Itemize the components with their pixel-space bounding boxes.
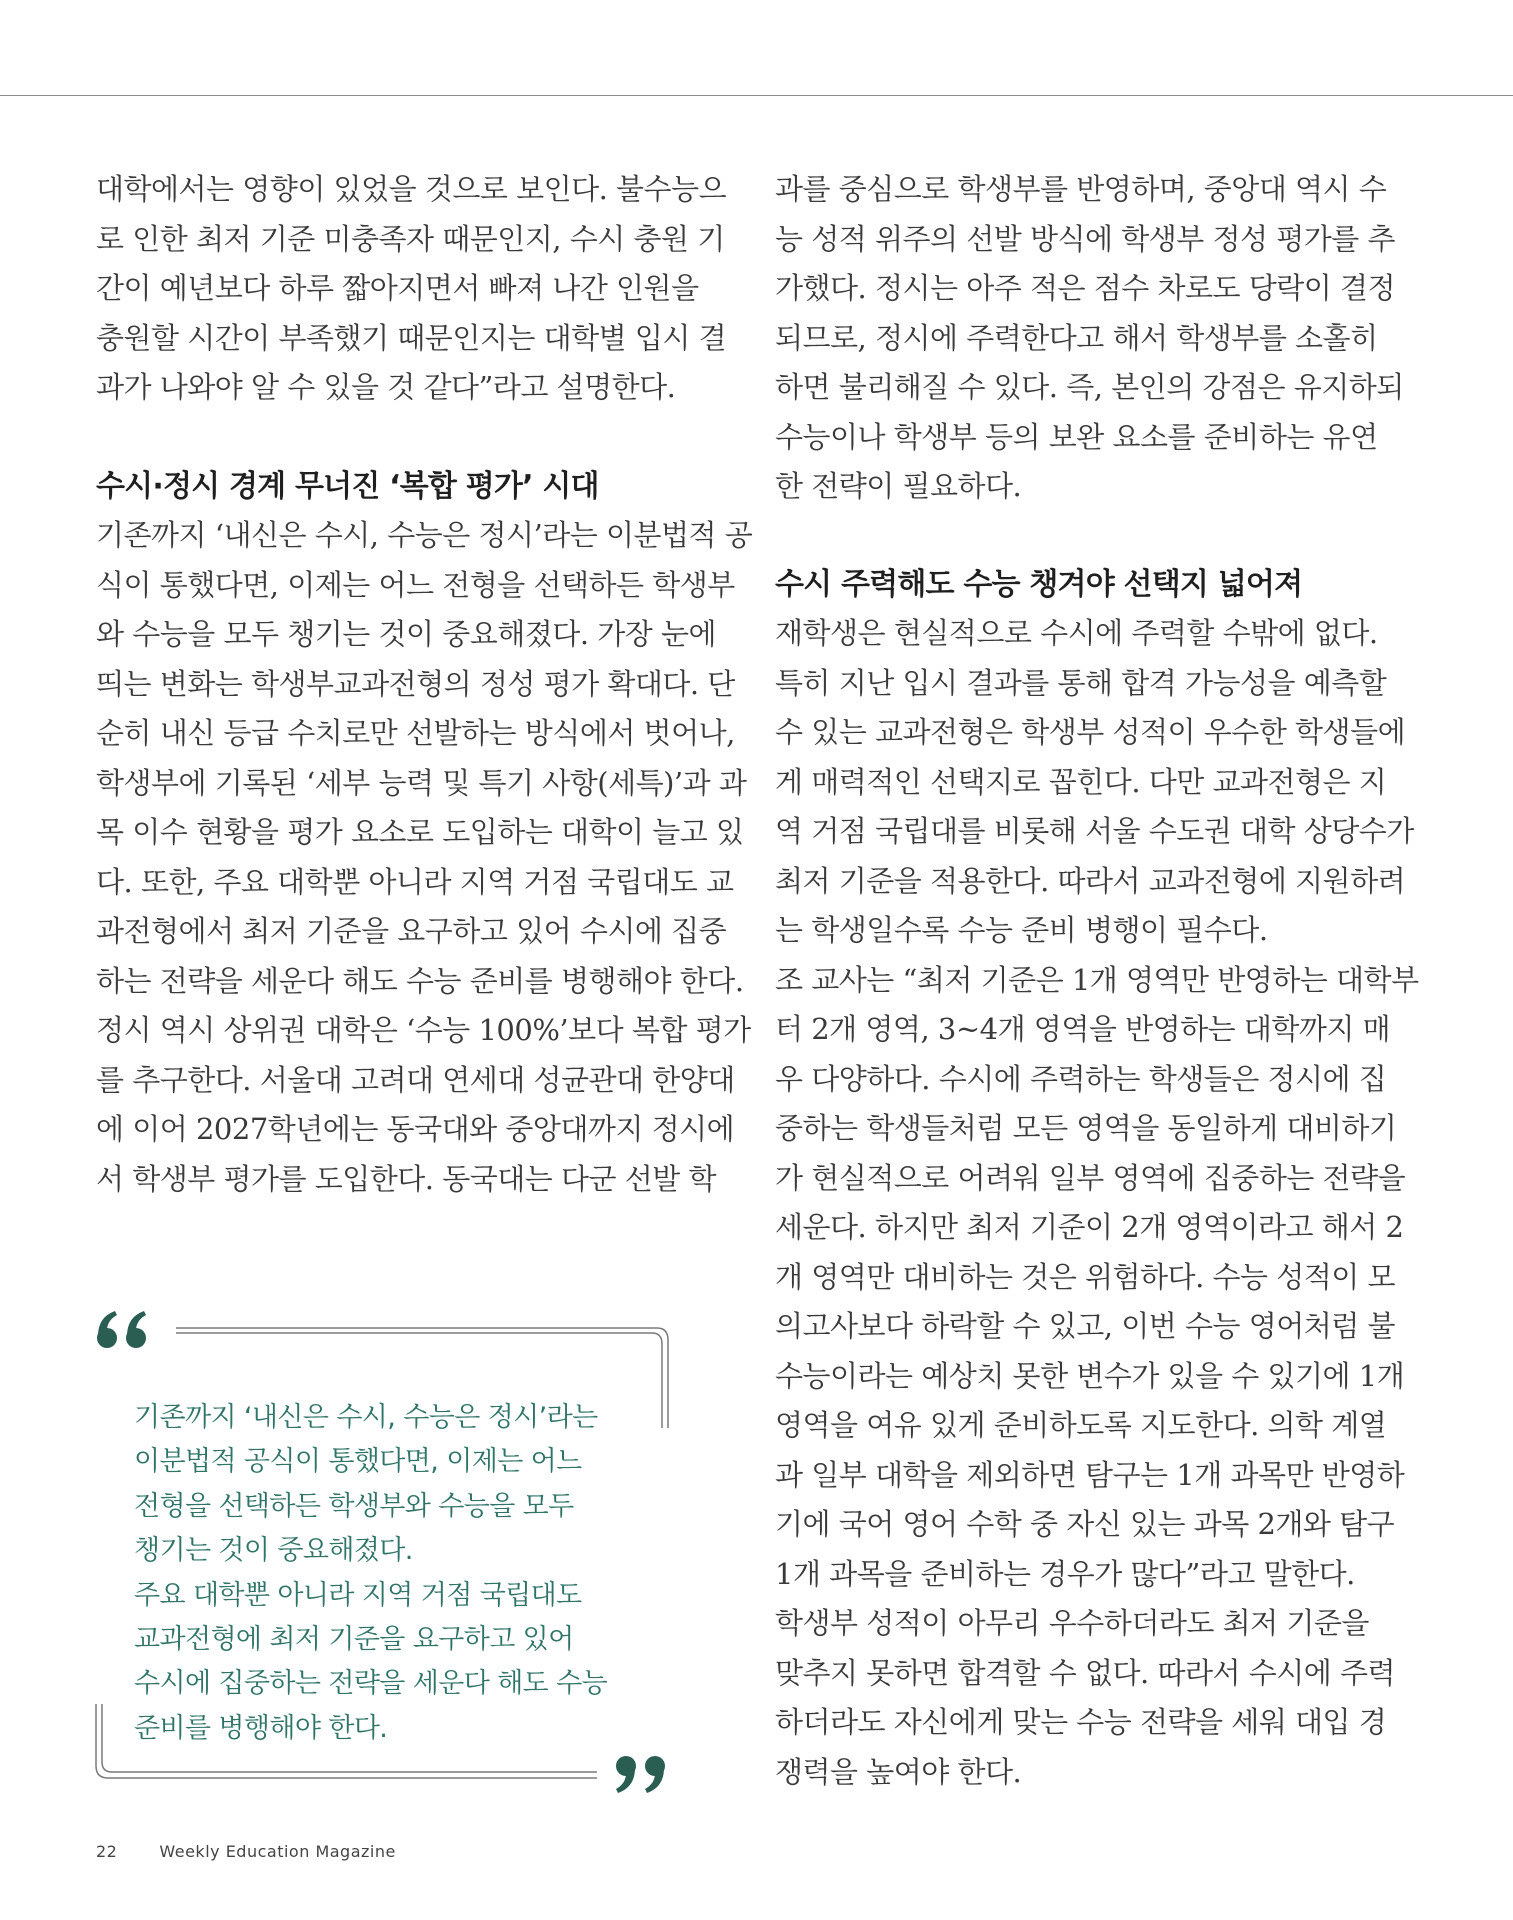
text-line: 과를 중심으로 학생부를 반영하며, 중앙대 역시 수: [775, 172, 1387, 206]
text-line: 와 수능을 모두 챙기는 것이 중요해졌다. 가장 눈에: [96, 617, 717, 651]
pull-quote-line: 준비를 병행해야 한다.: [134, 1712, 388, 1744]
text-line: 순히 내신 등급 수치로만 선발하는 방식에서 벗어나,: [96, 716, 735, 750]
left-section-paragraph: [96, 511, 753, 1204]
text-line: 하는 전략을 세운다 해도 수능 준비를 병행해야 한다.: [96, 963, 744, 998]
right-section-paragraph: [775, 609, 1419, 1797]
pull-quote-line: 이분법적 공식이 통했다면, 이제는 어느: [134, 1446, 582, 1478]
text-line: 1개 과목을 준비하는 경우가 많다”라고 말한다.: [775, 1556, 1355, 1591]
right-column: [775, 165, 1419, 1797]
text-line: 띄는 변화는 학생부교과전형의 정성 평가 확대다. 단: [96, 666, 735, 701]
text-line: 기존까지 ‘내신은 수시, 수능은 정시’라는 이분법적 공: [96, 518, 753, 552]
text-line: 하더라도 자신에게 맞는 수능 전략을 세워 대입 경: [775, 1705, 1387, 1739]
text-line: 정시 역시 상위권 대학은 ‘수능 100%’보다 복합 평가: [96, 1013, 751, 1047]
text-line: 수능이나 학생부 등의 보완 요소를 준비하는 유연: [775, 419, 1378, 454]
text-line: 충원할 시간이 부족했기 때문인지는 대학별 입시 결: [96, 320, 727, 355]
text-line: 를 추구한다. 서울대 고려대 연세대 성균관대 한양대: [96, 1062, 735, 1097]
text-line: 는 학생일수록 수능 준비 병행이 필수다.: [775, 913, 1268, 947]
pull-quote-text: [134, 1396, 654, 1751]
text-line: 대학에서는 영향이 있었을 것으로 보인다. 불수능으: [96, 172, 727, 206]
text-line: 되므로, 정시에 주력한다고 해서 학생부를 소홀히: [775, 320, 1378, 355]
pull-quote-line: 전형을 선택하든 학생부와 수능을 모두: [134, 1490, 574, 1522]
text-line: 재학생은 현실적으로 수시에 주력할 수밖에 없다.: [775, 616, 1378, 650]
pull-quote-line: 기존까지 ‘내신은 수시, 수능은 정시’라는: [134, 1402, 598, 1433]
magazine-name: Weekly Education Magazine: [159, 1842, 396, 1861]
text-line: 수능이라는 예상치 못한 변수가 있을 수 있기에 1개: [775, 1358, 1405, 1393]
right-section-heading: 수시 주력해도 수능 챙겨야 선택지 넓어져: [775, 566, 1303, 602]
text-line: 로 인한 최저 기준 미충족자 때문인지, 수시 충원 기: [96, 221, 725, 256]
text-line: 개 영역만 대비하는 것은 위험하다. 수능 성적이 모: [775, 1259, 1396, 1294]
text-line: 서 학생부 평가를 도입한다. 동국대는 다군 선발 학: [96, 1161, 717, 1196]
text-line: 에 이어 2027학년에는 동국대와 중앙대까지 정시에: [96, 1112, 735, 1146]
text-line: 목 이수 현황을 평가 요소로 도입하는 대학이 늘고 있: [96, 815, 744, 849]
text-line: 가했다. 정시는 아주 적은 점수 차로도 당락이 결정: [775, 271, 1396, 305]
text-line: 쟁력을 높여야 한다.: [775, 1754, 1022, 1789]
text-line: 터 2개 영역, 3~4개 영역을 반영하는 대학까지 매: [775, 1012, 1391, 1046]
text-line: 과가 나와야 알 수 있을 것 같다”라고 설명한다.: [96, 370, 676, 404]
text-line: 기에 국어 영어 수학 중 자신 있는 과목 2개와 탐구: [775, 1507, 1395, 1541]
top-rule: [0, 95, 1513, 96]
text-line: 학생부에 기록된 ‘세부 능력 및 특기 사항(세특)’과 과: [96, 765, 747, 800]
left-column: [96, 165, 753, 1204]
text-line: 중하는 학생들처럼 모든 영역을 동일하게 대비하기: [775, 1111, 1397, 1145]
text-line: 능 성적 위주의 선발 방식에 학생부 정성 평가를 추: [775, 221, 1396, 256]
text-line: 과전형에서 최저 기준을 요구하고 있어 수시에 집중: [96, 914, 727, 948]
text-line: 과 일부 대학을 제외하면 탐구는 1개 과목만 반영하: [775, 1457, 1405, 1492]
pull-quote: [92, 1300, 682, 1800]
text-line: 게 매력적인 선택지로 꼽힌다. 다만 교과전형은 지: [775, 764, 1387, 799]
text-line: 다. 또한, 주요 대학뿐 아니라 지역 거점 국립대도 교: [96, 864, 734, 899]
right-intro-paragraph: [775, 165, 1404, 512]
text-line: 우 다양하다. 수시에 주력하는 학생들은 정시에 집: [775, 1061, 1387, 1096]
text-line: 하면 불리해질 수 있다. 즉, 본인의 강점은 유지하되: [775, 370, 1404, 404]
text-line: 역 거점 국립대를 비롯해 서울 수도권 대학 상당수가: [775, 814, 1414, 848]
text-line: 수 있는 교과전형은 학생부 성적이 우수한 학생들에: [775, 715, 1406, 749]
text-line: 한 전략이 필요하다.: [775, 469, 1022, 503]
text-line: 식이 통했다면, 이제는 어느 전형을 선택하든 학생부: [96, 567, 735, 602]
pull-quote-line: 교과전형에 최저 기준을 요구하고 있어: [134, 1624, 574, 1656]
text-line: 영역을 여유 있게 준비하도록 지도한다. 의학 계열: [775, 1408, 1387, 1442]
text-line: 학생부 성적이 아무리 우수하더라도 최저 기준을: [775, 1606, 1369, 1640]
left-intro-paragraph: [96, 165, 727, 413]
text-line: 조 교사는 “최저 기준은 1개 영역만 반영하는 대학부: [775, 962, 1419, 997]
pull-quote-line: 챙기는 것이 중요해졌다.: [134, 1535, 413, 1567]
text-line: 의고사보다 하락할 수 있고, 이번 수능 영어처럼 불: [775, 1309, 1396, 1343]
text-line: 가 현실적으로 어려워 일부 영역에 집중하는 전략을: [775, 1160, 1406, 1195]
text-line: 맞추지 못하면 합격할 수 없다. 따라서 수시에 주력: [775, 1655, 1396, 1690]
left-section-heading: 수시·정시 경계 무너진 ‘복합 평가’ 시대: [96, 468, 599, 504]
pull-quote-line: 수시에 집중하는 전략을 세운다 해도 수능: [134, 1668, 608, 1700]
text-line: 최저 기준을 적용한다. 따라서 교과전형에 지원하려: [775, 863, 1406, 898]
pull-quote-line: 주요 대학뿐 아니라 지역 거점 국립대도: [134, 1579, 582, 1611]
page-footer: [96, 1842, 396, 1861]
text-line: 세운다. 하지만 최저 기준이 2개 영역이라고 해서 2: [775, 1210, 1404, 1244]
page-number: 22: [96, 1842, 118, 1861]
open-quote-icon: [97, 1311, 146, 1348]
text-line: 간이 예년보다 하루 짧아지면서 빠져 나간 인원을: [96, 271, 699, 305]
close-quote-icon: [616, 1756, 665, 1793]
text-line: 특히 지난 입시 결과를 통해 합격 가능성을 예측할: [775, 665, 1387, 700]
